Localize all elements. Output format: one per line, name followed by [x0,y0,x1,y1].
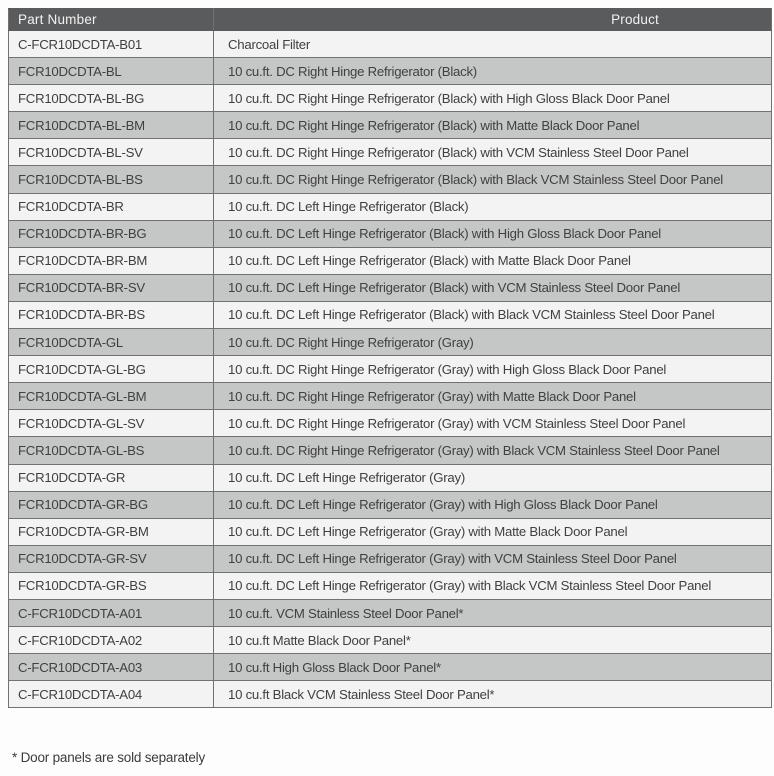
part-number-cell: FCR10DCDTA-GR [9,464,214,491]
table-row [9,627,772,654]
table-row [9,139,772,166]
part-number-cell: C-FCR10DCDTA-A02 [9,627,214,654]
part-number-cell: C-FCR10DCDTA-A01 [9,599,214,626]
product-cell: 10 cu.ft. DC Right Hinge Refrigerator (Gray) [214,329,772,356]
table-row [9,193,772,220]
part-number-cell: FCR10DCDTA-GR-BM [9,518,214,545]
product-cell: 10 cu.ft. DC Left Hinge Refrigerator (Gray) with Black VCM Stainless Steel Door Panel [214,572,772,599]
product-cell: 10 cu.ft. DC Left Hinge Refrigerator (Gray) with High Gloss Black Door Panel [214,491,772,518]
part-number-cell: FCR10DCDTA-GL-BM [9,383,214,410]
table-row [9,491,772,518]
product-cell: 10 cu.ft. DC Left Hinge Refrigerator (Black) with Black VCM Stainless Steel Door Panel [214,301,772,328]
part-number-cell: FCR10DCDTA-GR-SV [9,545,214,572]
part-number-cell: C-FCR10DCDTA-B01 [9,31,214,58]
product-cell: 10 cu.ft. DC Right Hinge Refrigerator (Black) [214,58,772,85]
part-number-cell: FCR10DCDTA-GR-BG [9,491,214,518]
product-cell: 10 cu.ft. DC Left Hinge Refrigerator (Gray) [214,464,772,491]
part-number-cell: FCR10DCDTA-BL-SV [9,139,214,166]
footnote: * Door panels are sold separately [12,750,206,765]
product-cell: 10 cu.ft. DC Left Hinge Refrigerator (Black) with Matte Black Door Panel [214,247,772,274]
table-row [9,545,772,572]
table-row [9,464,772,491]
table-row [9,220,772,247]
table-row [9,166,772,193]
product-cell: 10 cu.ft Black VCM Stainless Steel Door Panel* [214,681,772,708]
product-cell: 10 cu.ft. DC Right Hinge Refrigerator (Gray) with High Gloss Black Door Panel [214,356,772,383]
table-row [9,383,772,410]
product-cell: 10 cu.ft. DC Left Hinge Refrigerator (Black) with VCM Stainless Steel Door Panel [214,274,772,301]
part-number-cell: FCR10DCDTA-BR-SV [9,274,214,301]
product-cell: 10 cu.ft. DC Right Hinge Refrigerator (Black) with Black VCM Stainless Steel Door Panel [214,166,772,193]
table-row [9,654,772,681]
part-number-cell: FCR10DCDTA-BR-BM [9,247,214,274]
product-cell: 10 cu.ft. DC Right Hinge Refrigerator (Gray) with Black VCM Stainless Steel Door Panel [214,437,772,464]
table-row [9,599,772,626]
table-row [9,274,772,301]
part-number-cell: FCR10DCDTA-GL-SV [9,410,214,437]
table-row [9,329,772,356]
product-cell: 10 cu.ft Matte Black Door Panel* [214,627,772,654]
table-row [9,437,772,464]
part-number-cell: FCR10DCDTA-BL-BG [9,85,214,112]
table-row [9,518,772,545]
part-number-cell: FCR10DCDTA-BR-BS [9,301,214,328]
product-cell: 10 cu.ft. DC Right Hinge Refrigerator (Black) with High Gloss Black Door Panel [214,85,772,112]
table-row [9,247,772,274]
part-number-cell: FCR10DCDTA-BR-BG [9,220,214,247]
product-cell: 10 cu.ft. DC Right Hinge Refrigerator (Gray) with VCM Stainless Steel Door Panel [214,410,772,437]
column-header-part-number: Part Number [9,9,214,31]
product-cell: 10 cu.ft. DC Right Hinge Refrigerator (Gray) with Matte Black Door Panel [214,383,772,410]
table-header [9,9,772,31]
product-cell: 10 cu.ft. VCM Stainless Steel Door Panel* [214,599,772,626]
header-row [9,9,772,31]
product-cell: 10 cu.ft. DC Left Hinge Refrigerator (Gray) with VCM Stainless Steel Door Panel [214,545,772,572]
product-cell: 10 cu.ft. DC Left Hinge Refrigerator (Black) with High Gloss Black Door Panel [214,220,772,247]
product-cell: Charcoal Filter [214,31,772,58]
table-row [9,85,772,112]
part-number-cell: FCR10DCDTA-BL-BS [9,166,214,193]
part-number-cell: FCR10DCDTA-GR-BS [9,572,214,599]
table-body [9,31,772,708]
table-row [9,410,772,437]
product-cell: 10 cu.ft High Gloss Black Door Panel* [214,654,772,681]
product-cell: 10 cu.ft. DC Right Hinge Refrigerator (Black) with Matte Black Door Panel [214,112,772,139]
parts-table [8,8,772,708]
part-number-cell: C-FCR10DCDTA-A03 [9,654,214,681]
table-row [9,301,772,328]
part-number-cell: FCR10DCDTA-GL [9,329,214,356]
part-number-cell: FCR10DCDTA-GL-BS [9,437,214,464]
product-cell: 10 cu.ft. DC Right Hinge Refrigerator (Black) with VCM Stainless Steel Door Panel [214,139,772,166]
column-header-product: Product [214,9,772,31]
product-cell: 10 cu.ft. DC Left Hinge Refrigerator (Gray) with Matte Black Door Panel [214,518,772,545]
table-row [9,58,772,85]
part-number-cell: FCR10DCDTA-BL-BM [9,112,214,139]
product-cell: 10 cu.ft. DC Left Hinge Refrigerator (Black) [214,193,772,220]
table-row [9,356,772,383]
part-number-cell: FCR10DCDTA-BR [9,193,214,220]
table-row [9,681,772,708]
part-number-cell: C-FCR10DCDTA-A04 [9,681,214,708]
table-row [9,572,772,599]
table-row [9,31,772,58]
part-number-cell: FCR10DCDTA-BL [9,58,214,85]
part-number-cell: FCR10DCDTA-GL-BG [9,356,214,383]
table-row [9,112,772,139]
